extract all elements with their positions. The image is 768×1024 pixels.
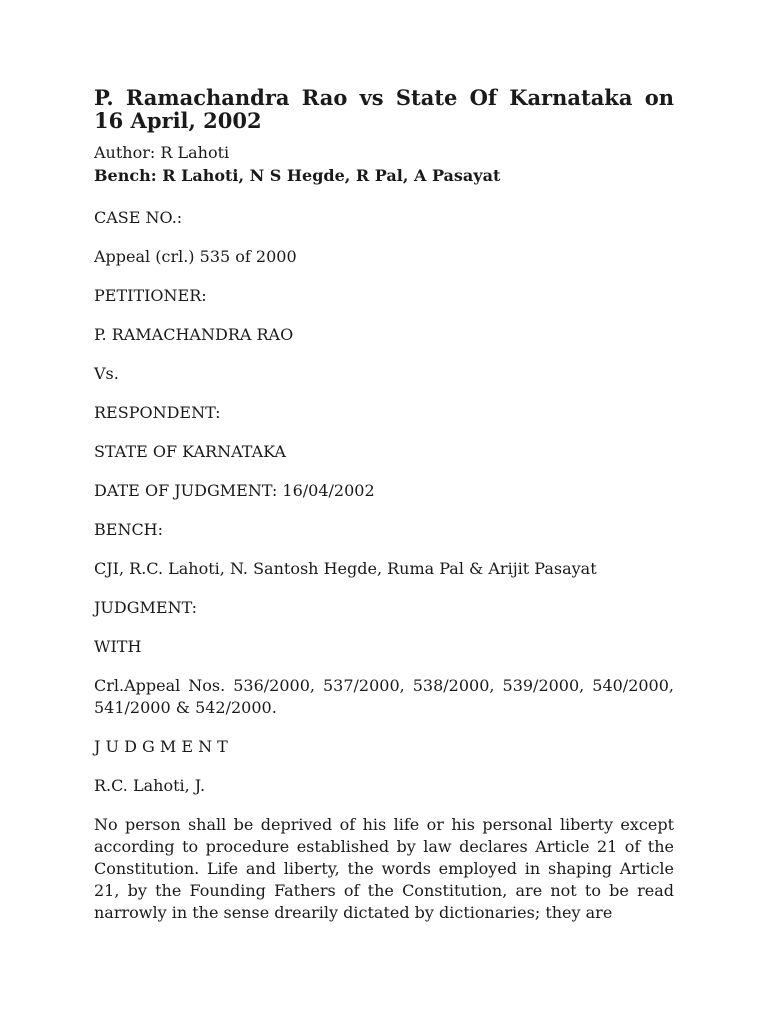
with-label: WITH (94, 637, 142, 656)
bench-members: CJI, R.C. Lahoti, N. Santosh Hegde, Ruma Pal & Arijit Pasayat (94, 559, 597, 578)
judge-name: R.C. Lahoti, J. (94, 776, 206, 795)
versus-text: Vs. (94, 364, 119, 383)
bench-line (94, 164, 674, 187)
petitioner-label: PETITIONER: (94, 286, 207, 305)
document-title: P. Ramachandra Rao vs State Of Karnataka on 16 April, 2002 (94, 85, 674, 133)
bench-value: R Lahoti, N S Hegde, R Pal, A Pasayat (162, 166, 501, 185)
judgment-body-paragraph: No person shall be deprived of his life or his personal liberty except according to procedure established by law declares Article 21 of the Constitution. Life and liberty, the words employed in shaping Article 21, by the Founding Fathers of the Constitution, are not to be read narrowly in the sense drearily dictated by dictionaries; they are (94, 815, 674, 922)
respondent-label: RESPONDENT: (94, 403, 221, 422)
author-line: Author: R Lahoti (94, 143, 230, 162)
judgment-heading: J U D G M E N T (94, 737, 228, 756)
judgment-label: JUDGMENT: (94, 598, 198, 617)
bench-heading: BENCH: (94, 520, 164, 539)
petitioner-name: P. RAMACHANDRA RAO (94, 325, 294, 344)
case-no-label: CASE NO.: (94, 208, 183, 227)
judgment-date: DATE OF JUDGMENT: 16/04/2002 (94, 481, 375, 500)
case-number: Appeal (crl.) 535 of 2000 (94, 247, 297, 266)
bench-label: Bench: (94, 166, 157, 185)
connected-appeals: Crl.Appeal Nos. 536/2000, 537/2000, 538/2000, 539/2000, 540/2000, 541/2000 & 542/2000. (94, 676, 674, 717)
respondent-name: STATE OF KARNATAKA (94, 442, 286, 461)
